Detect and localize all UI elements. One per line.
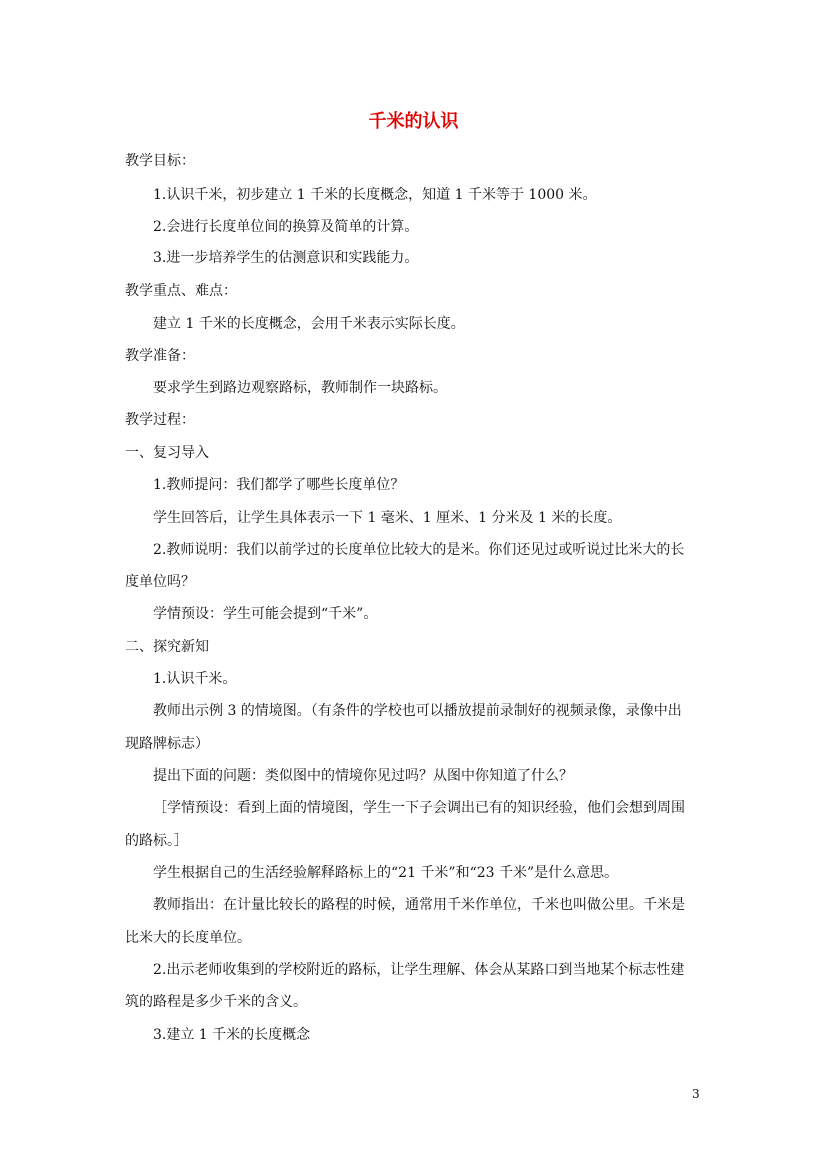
explore-teacher-note: 教师指出：在计量比较长的路程的时候，通常用千米作单位，千米也叫做公里。千米是 — [153, 897, 685, 913]
explore-item-3: 3.建立 1 千米的长度概念 — [153, 1027, 311, 1043]
subsection-heading-explore: 二、探究新知 — [125, 639, 209, 655]
review-item-2-continued: 度单位吗？ — [125, 574, 195, 590]
review-learning-prediction: 学情预设：学生可能会提到“千米”。 — [153, 606, 378, 622]
explore-learning-prediction-continued: 的路标。］ — [125, 833, 188, 849]
explore-question: 提出下面的问题：类似图中的情境你见过吗？从图中你知道了什么？ — [153, 768, 573, 784]
explore-paragraph-1-continued: 现路牌标志） — [125, 736, 209, 752]
explore-learning-prediction: ［学情预设：看到上面的情境图，学生一下子会调出已有的知识经验，他们会想到周围 — [153, 800, 685, 816]
page-number: 3 — [692, 1087, 700, 1101]
explore-item-1: 1.认识千米。 — [153, 671, 237, 687]
objective-item-1: 1.认识千米，初步建立 1 千米的长度概念，知道 1 千米等于 1000 米。 — [153, 187, 597, 203]
section-heading-objectives: 教学目标： — [125, 153, 195, 169]
review-item-2: 2.教师说明：我们以前学过的长度单位比较大的是米。你们还见过或听说过比米大的长 — [153, 542, 685, 558]
document-title: 千米的认识 — [368, 111, 459, 132]
subsection-heading-review: 一、复习导入 — [125, 445, 209, 461]
explore-teacher-note-continued: 比米大的长度单位。 — [125, 930, 251, 946]
review-paragraph: 学生回答后，让学生具体表示一下 1 毫米、1 厘米、1 分米及 1 米的长度。 — [153, 510, 622, 526]
explore-item-2: 2.出示老师收集到的学校附近的路标，让学生理解、体会从某路口到当地某个标志性建 — [153, 962, 685, 978]
explore-item-2-continued: 筑的路程是多少千米的含义。 — [125, 994, 307, 1010]
section-heading-process: 教学过程： — [125, 412, 195, 428]
section-heading-key-points: 教学重点、难点： — [125, 283, 237, 299]
review-item-1: 1.教师提问：我们都学了哪些长度单位？ — [153, 477, 405, 493]
explore-paragraph-2: 学生根据自己的生活经验解释路标上的“21 千米”和“23 千米”是什么意思。 — [153, 865, 619, 881]
preparation-text: 要求学生到路边观察路标，教师制作一块路标。 — [153, 380, 447, 396]
key-points-text: 建立 1 千米的长度概念，会用千米表示实际长度。 — [153, 316, 465, 332]
objective-item-2: 2.会进行长度单位间的换算及简单的计算。 — [153, 219, 419, 235]
objective-item-3: 3.进一步培养学生的估测意识和实践能力。 — [153, 250, 419, 266]
explore-paragraph-1: 教师出示例 3 的情境图。（有条件的学校也可以播放提前录制好的视频录像，录像中出 — [153, 703, 682, 719]
section-heading-preparation: 教学准备： — [125, 348, 195, 364]
